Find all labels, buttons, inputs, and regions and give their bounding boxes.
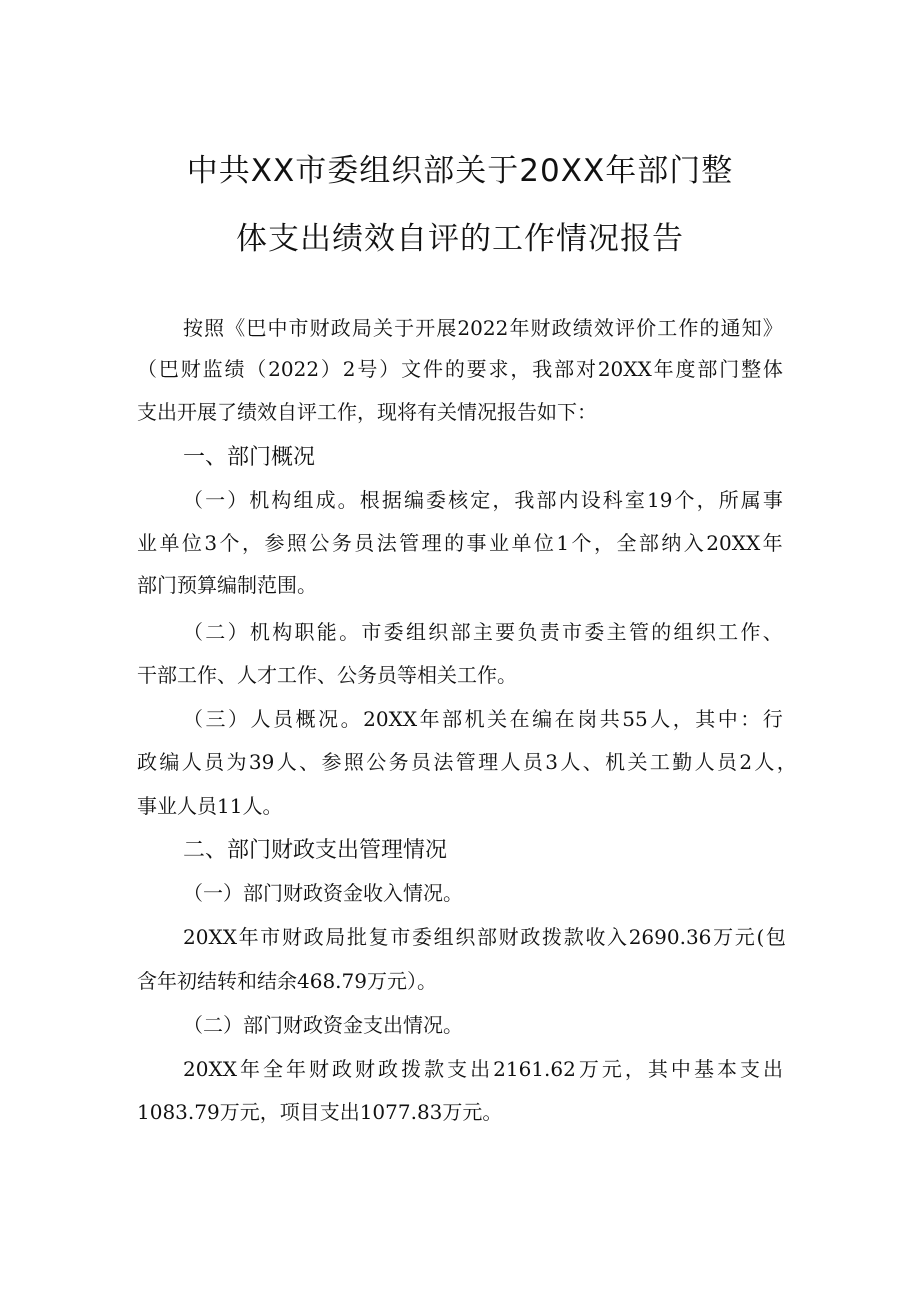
s1-item3-line-1: （ 三 ） 人 员 概 况 。 20XX 年 部 机 关 在 编 在 岗 共 55 人 ， 其 中 ： 行 [183, 707, 783, 731]
s1-item2-line-2: 干部工作、人才工作、公务员等相关工作。 [137, 663, 517, 687]
s2-para1-line-2: 含年初结转和结余468.79万元）。 [137, 969, 437, 993]
s2-para2-line-1: 20XX 年 全 年 财 政 财 政 拨 款 支 出 2161.62 万 元 ， 其 中 基 本 支 出 [183, 1057, 783, 1081]
section-1-heading: 一、部门概况 [183, 445, 316, 470]
s2-para2-line-2: 1083.79万元，项目支出1077.83万元。 [137, 1100, 503, 1124]
intro-line-2: （ 巴 财 监 绩 （ 2022 ） 2 号 ） 文 件 的 要 求 ， 我 部 对 20XX 年 度 部 门 整 体 [137, 357, 783, 381]
s1-item2-line-1: （ 二 ） 机 构 职 能 。 市 委 组 织 部 主 要 负 责 市 委 主 管 的 组 织 工 作 、 [183, 620, 783, 644]
s1-item3-line-2: 政 编 人 员 为 39 人 、 参 照 公 务 员 法 管 理 人 员 3 人 、 机 关 工 勤 人 员 2 人 ， [137, 750, 797, 774]
s1-item1-line-2: 业 单 位 3 个 ， 参 照 公 务 员 法 管 理 的 事 业 单 位 1 个 ， 全 部 纳 入 20XX 年 [137, 531, 783, 555]
s1-item1-line-3: 部门预算编制范围。 [137, 573, 317, 597]
s2-sub2: （二）部门财政资金支出情况。 [183, 1013, 463, 1037]
s2-para1-line-1: 20XX 年 市 财 政 局 批 复 市 委 组 织 部 财 政 拨 款 收 入 2690.36 万 元 ( 包 [183, 925, 786, 949]
intro-line-1: 按 照 《 巴 中 市 财 政 局 关 于 开 展 2022 年 财 政 绩 效 评 价 工 作 的 通 知 》 [183, 316, 783, 340]
s1-item1-line-1: （ 一 ） 机 构 组 成 。 根 据 编 委 核 定 ， 我 部 内 设 科 室 19 个 ， 所 属 事 [183, 488, 783, 512]
title-line-2: 体支出绩效自评的工作情况报告 [236, 221, 684, 257]
section-2-heading: 二、部门财政支出管理情况 [183, 838, 448, 863]
s2-sub1: （一）部门财政资金收入情况。 [183, 881, 463, 905]
title-line-1: 中共XX市委组织部关于20XX年部门整 [186, 153, 734, 189]
intro-line-3: 支出开展了绩效自评工作，现将有关情况报告如下： [137, 400, 597, 424]
s1-item3-line-3: 事业人员11人。 [137, 794, 283, 818]
